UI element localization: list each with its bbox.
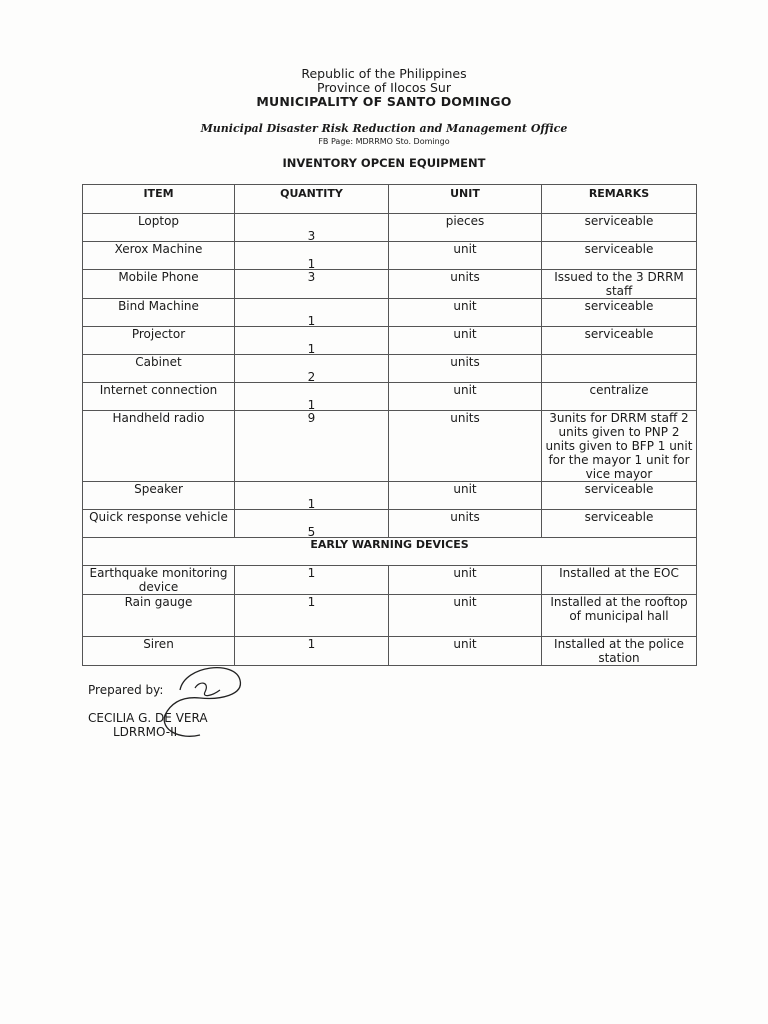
cell-item: Siren (83, 637, 235, 666)
cell-remarks: serviceable (542, 214, 697, 242)
cell-remarks: serviceable (542, 327, 697, 355)
table-row (83, 595, 697, 637)
table-row (83, 482, 697, 510)
table-row (83, 355, 697, 383)
cell-unit: units (389, 510, 542, 538)
cell-remarks: Installed at the EOC (542, 566, 697, 595)
section-early-warning-devices: EARLY WARNING DEVICES (83, 538, 697, 566)
inventory-table (82, 184, 697, 666)
header-remarks: REMARKS (542, 185, 697, 214)
table-row (83, 383, 697, 411)
cell-quantity: 1 (235, 595, 389, 637)
header-municipality: MUNICIPALITY OF SANTO DOMINGO (256, 94, 512, 109)
preparer-name: CECILIA G. DE VERA (88, 711, 208, 725)
cell-quantity: 9 (235, 411, 389, 482)
table-row (83, 510, 697, 538)
cell-remarks: Installed at the rooftop of municipal hall (542, 595, 697, 637)
cell-item: Loptop (83, 214, 235, 242)
cell-item: Mobile Phone (83, 270, 235, 299)
table-header-row (83, 185, 697, 214)
cell-unit: unit (389, 327, 542, 355)
cell-quantity: 1 (235, 637, 389, 666)
table-row (83, 242, 697, 270)
header-office: Municipal Disaster Risk Reduction and Management Office (200, 122, 568, 135)
table-row (83, 327, 697, 355)
cell-item: Rain gauge (83, 595, 235, 637)
cell-item: Handheld radio (83, 411, 235, 482)
cell-item: Speaker (83, 482, 235, 510)
header-fb-page: FB Page: MDRRMO Sto. Domingo (318, 137, 450, 146)
cell-item: Earthquake monitoring device (83, 566, 235, 595)
cell-quantity: 1 (235, 242, 389, 270)
document-title: INVENTORY OPCEN EQUIPMENT (282, 156, 486, 170)
table-row (83, 270, 697, 299)
cell-quantity: 1 (235, 482, 389, 510)
cell-remarks (542, 355, 697, 383)
cell-unit: units (389, 270, 542, 299)
cell-quantity: 3 (235, 270, 389, 299)
cell-remarks: serviceable (542, 242, 697, 270)
cell-unit: pieces (389, 214, 542, 242)
cell-unit: unit (389, 383, 542, 411)
cell-quantity: 1 (235, 299, 389, 327)
cell-remarks: serviceable (542, 482, 697, 510)
header-unit: UNIT (389, 185, 542, 214)
signature (140, 660, 250, 750)
cell-item: Internet connection (83, 383, 235, 411)
header-quantity: QUANTITY (235, 185, 389, 214)
cell-unit: unit (389, 299, 542, 327)
cell-remarks: serviceable (542, 299, 697, 327)
cell-quantity: 1 (235, 566, 389, 595)
cell-unit: units (389, 355, 542, 383)
cell-remarks: Issued to the 3 DRRM staff (542, 270, 697, 299)
header-republic: Republic of the Philippines (301, 66, 467, 81)
cell-quantity: 5 (235, 510, 389, 538)
header-province: Province of Ilocos Sur (317, 80, 451, 95)
header-item: ITEM (83, 185, 235, 214)
cell-item: Xerox Machine (83, 242, 235, 270)
cell-remarks: centralize (542, 383, 697, 411)
section-row (83, 538, 697, 566)
cell-unit: unit (389, 637, 542, 666)
cell-item: Projector (83, 327, 235, 355)
cell-quantity: 2 (235, 355, 389, 383)
prepared-by-label: Prepared by: (88, 683, 164, 697)
cell-unit: unit (389, 566, 542, 595)
cell-unit: unit (389, 482, 542, 510)
table-row (83, 299, 697, 327)
cell-quantity: 3 (235, 214, 389, 242)
preparer-position: LDRRMO-II (113, 725, 178, 739)
cell-unit: units (389, 411, 542, 482)
table-row (83, 411, 697, 482)
cell-item: Quick response vehicle (83, 510, 235, 538)
table-row (83, 214, 697, 242)
cell-quantity: 1 (235, 327, 389, 355)
cell-item: Cabinet (83, 355, 235, 383)
cell-remarks: 3units for DRRM staff 2 units given to PNP 2 units given to BFP 1 unit for the mayor 1 unit for vice mayor (542, 411, 697, 482)
cell-quantity: 1 (235, 383, 389, 411)
cell-remarks: serviceable (542, 510, 697, 538)
cell-item: Bind Machine (83, 299, 235, 327)
table-row (83, 566, 697, 595)
cell-unit: unit (389, 242, 542, 270)
cell-unit: unit (389, 595, 542, 637)
cell-remarks: Installed at the police station (542, 637, 697, 666)
